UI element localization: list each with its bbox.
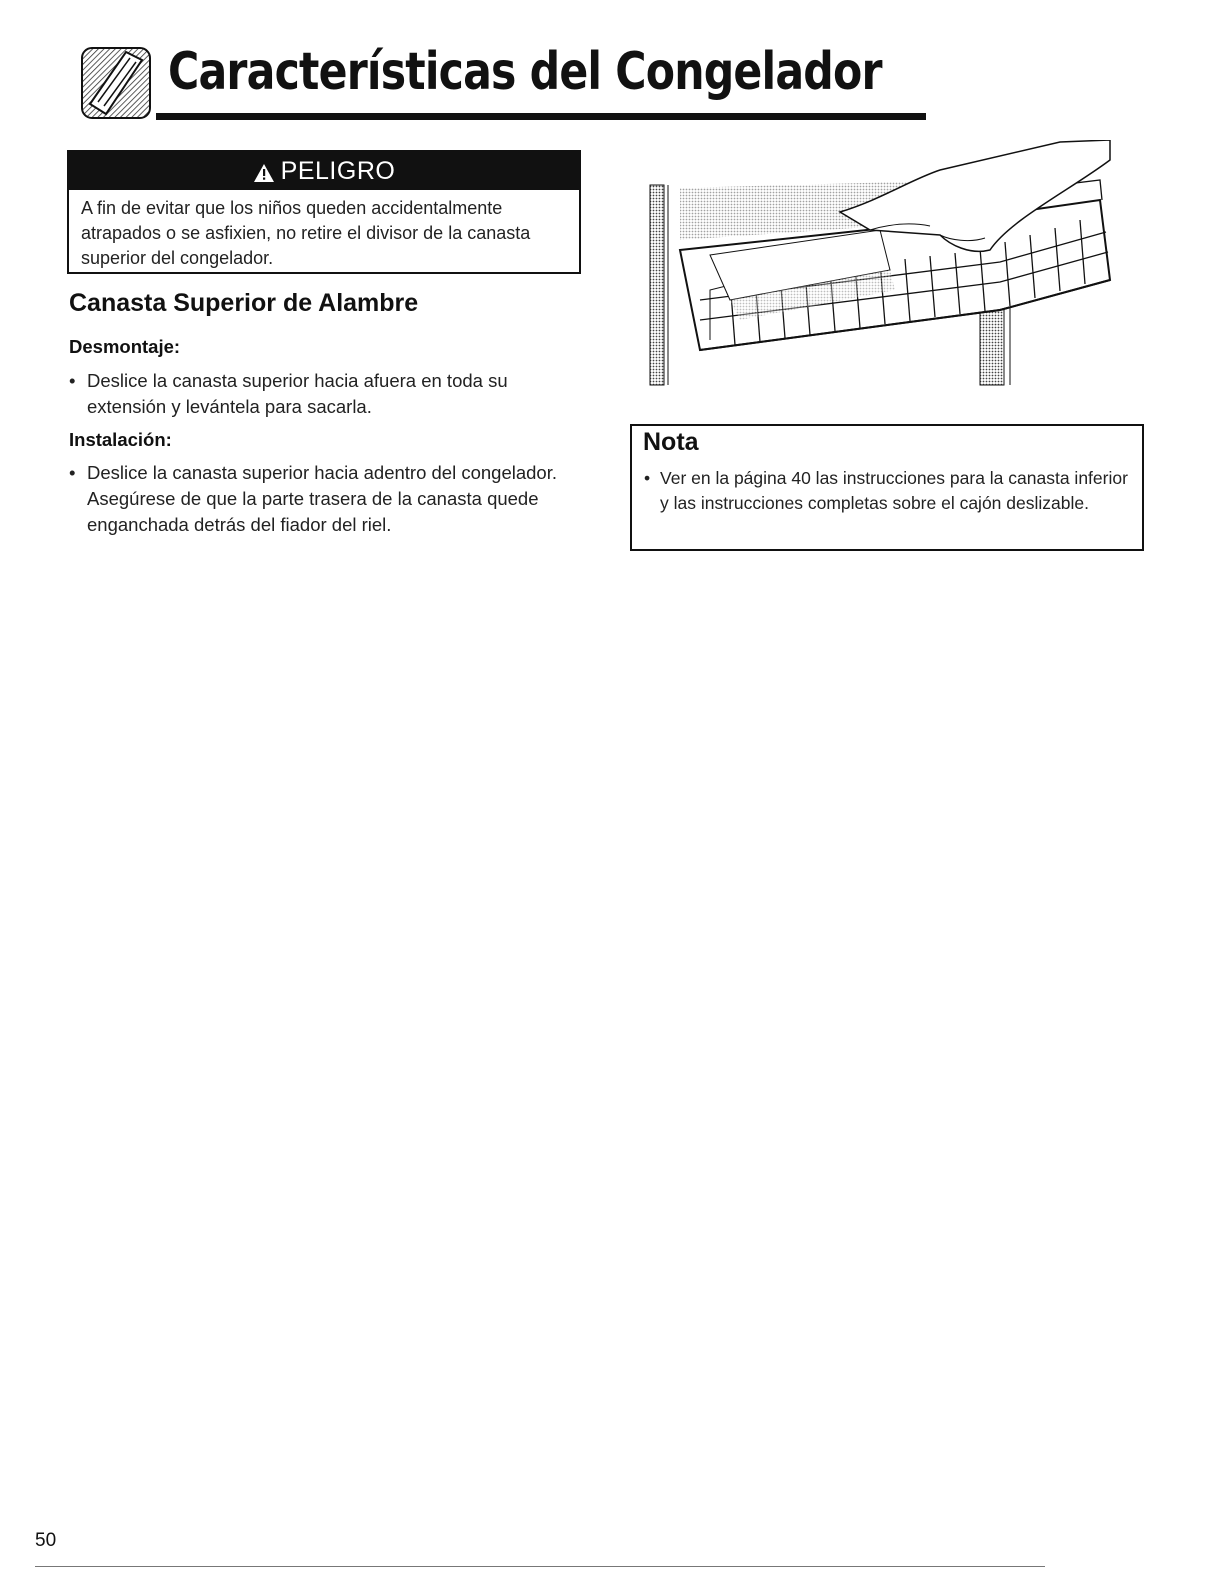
bullet-dot: • bbox=[69, 462, 76, 483]
note-bullet bbox=[644, 466, 1132, 516]
note-box bbox=[630, 424, 1144, 551]
basket-illustration bbox=[640, 140, 1130, 390]
note-title: Nota bbox=[643, 428, 699, 456]
title-underline bbox=[156, 113, 926, 120]
installation-heading: Instalación: bbox=[69, 429, 172, 450]
note-text: Ver en la página 40 las instrucciones para la canasta inferior y las instrucciones completas sobre el cajón deslizable. bbox=[660, 468, 1128, 513]
page-header bbox=[80, 38, 882, 128]
installation-text: Deslice la canasta superior hacia adentro del congelador. Asegúrese de que la parte trasera de la canasta quede enganchada detrás del fiador del riel. bbox=[87, 462, 557, 535]
removal-heading: Desmontaje: bbox=[69, 336, 181, 357]
page-title: Características del Congelador bbox=[168, 42, 882, 102]
section-title: Canasta Superior de Alambre bbox=[69, 289, 419, 317]
danger-text: A fin de evitar que los niños queden accidentalmente atrapados o se asfixien, no retire el divisor de la canasta superior del congelador. bbox=[81, 198, 531, 268]
danger-banner bbox=[69, 152, 579, 190]
danger-title: PELIGRO bbox=[280, 157, 396, 185]
freezer-basket-icon bbox=[80, 44, 152, 122]
installation-bullet bbox=[69, 460, 589, 538]
footer-rule bbox=[35, 1566, 1045, 1567]
removal-bullet bbox=[69, 368, 589, 420]
danger-box bbox=[67, 150, 581, 274]
removal-text: Deslice la canasta superior hacia afuera en toda su extensión y levántela para sacarla. bbox=[87, 370, 508, 417]
bullet-dot: • bbox=[644, 468, 651, 488]
bullet-dot: • bbox=[69, 370, 76, 391]
page-number: 50 bbox=[35, 1530, 57, 1551]
warning-triangle-icon bbox=[253, 163, 275, 183]
